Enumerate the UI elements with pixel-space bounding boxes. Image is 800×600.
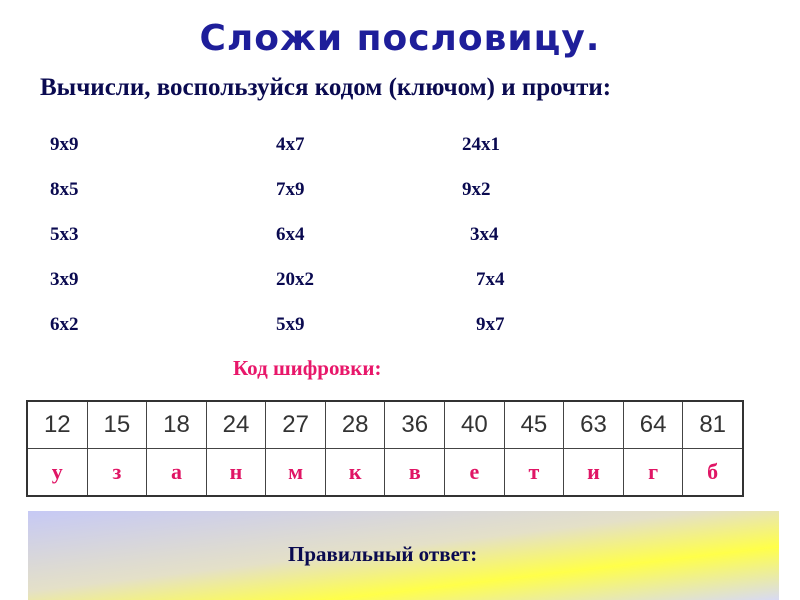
code-letter: и <box>564 449 624 497</box>
code-letter: б <box>683 449 743 497</box>
code-label: Код шифровки: <box>233 356 382 380</box>
expression-item: 5х3 <box>50 224 79 245</box>
expression-item: 3х9 <box>50 269 79 290</box>
expression-item: 9х2 <box>462 179 491 200</box>
expression-item: 9х9 <box>50 134 79 155</box>
code-numbers-row <box>27 401 743 449</box>
code-letter: к <box>325 449 385 497</box>
expression-item: 3х4 <box>470 224 499 245</box>
expression-item: 7х9 <box>276 179 305 200</box>
code-number: 81 <box>683 401 743 449</box>
code-number: 12 <box>27 401 87 449</box>
code-letter: з <box>87 449 147 497</box>
code-letter: е <box>445 449 505 497</box>
code-letter: а <box>147 449 207 497</box>
expression-item: 4х7 <box>276 134 305 155</box>
code-letter: г <box>623 449 683 497</box>
expression-item: 6х2 <box>50 314 79 335</box>
code-number: 18 <box>147 401 207 449</box>
expression-item: 6х4 <box>276 224 305 245</box>
code-letter: н <box>206 449 266 497</box>
expression-item: 9х7 <box>476 314 505 335</box>
code-number: 36 <box>385 401 445 449</box>
expression-item: 20х2 <box>276 269 314 290</box>
code-letter: т <box>504 449 564 497</box>
expression-item: 5х9 <box>276 314 305 335</box>
code-letters-row <box>27 449 743 497</box>
code-letter: в <box>385 449 445 497</box>
code-key-table <box>26 400 744 497</box>
answer-label: Правильный ответ: <box>288 542 478 566</box>
code-number: 28 <box>325 401 385 449</box>
code-letter: у <box>27 449 87 497</box>
code-letter: м <box>266 449 326 497</box>
code-number: 63 <box>564 401 624 449</box>
code-number: 24 <box>206 401 266 449</box>
page-title: Сложи пословицу. <box>199 18 601 59</box>
expression-item: 8х5 <box>50 179 79 200</box>
code-number: 27 <box>266 401 326 449</box>
code-number: 45 <box>504 401 564 449</box>
expression-item: 7х4 <box>476 269 505 290</box>
code-number: 15 <box>87 401 147 449</box>
instruction-text: Вычисли, воспользуйся кодом (ключом) и прочти: <box>40 74 612 101</box>
expression-item: 24х1 <box>462 134 500 155</box>
code-number: 40 <box>445 401 505 449</box>
code-number: 64 <box>623 401 683 449</box>
